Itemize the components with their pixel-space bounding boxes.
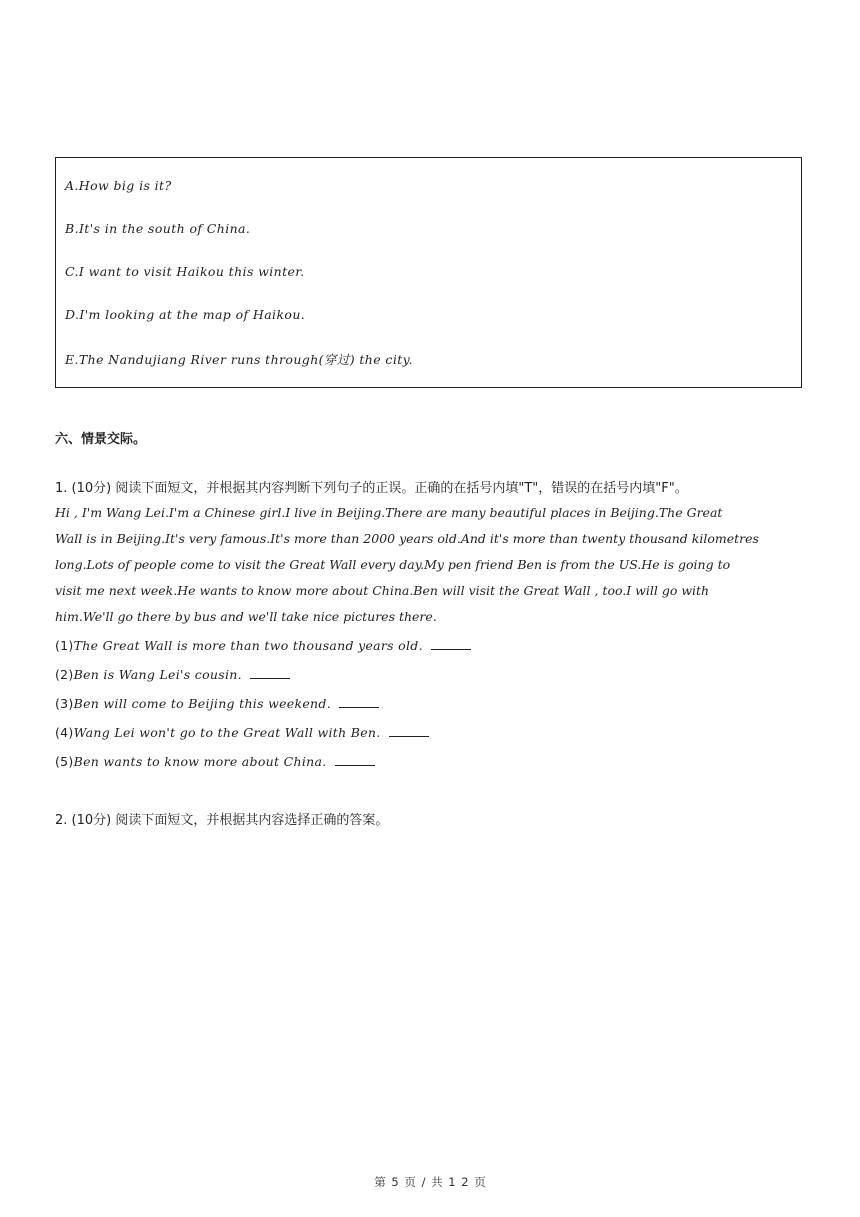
sub-question-number: (3): [55, 696, 74, 711]
question-1-passage: [55, 500, 803, 630]
option-c: C.I want to visit Haikou this winter.: [65, 264, 305, 279]
passage-line: visit me next week.He wants to know more about China.Ben will visit the Great Wall , too.I will go with: [55, 583, 710, 598]
options-box: [55, 157, 802, 388]
sub-question-number: (5): [55, 754, 74, 769]
sub-question-4: [55, 724, 429, 740]
answer-blank[interactable]: [431, 637, 471, 650]
section-title: 六、情景交际。: [55, 432, 147, 447]
sub-question-text: Ben is Wang Lei's cousin.: [73, 667, 242, 682]
option-a: A.How big is it?: [65, 178, 172, 193]
passage-line: him.We'll go there by bus and we'll take nice pictures there.: [55, 609, 437, 624]
passage-line: Wall is in Beijing.It's very famous.It's more than 2000 years old.And it's more than twenty thousand kilometres: [55, 531, 759, 546]
sub-question-text: Wang Lei won't go to the Great Wall with Ben.: [73, 725, 381, 740]
answer-blank[interactable]: [389, 724, 429, 737]
passage-line: Hi , I'm Wang Lei.I'm a Chinese girl.I live in Beijing.There are many beautiful places in Beijing.The Great: [55, 505, 723, 520]
sub-question-2: [55, 666, 290, 682]
option-d: D.I'm looking at the map of Haikou.: [65, 307, 306, 322]
question-1-prompt: 1. (10分) 阅读下面短文，并根据其内容判断下列句子的正误。正确的在括号内填"T"，错误的在括号内填"F"。: [55, 481, 688, 496]
page-footer: 第 5 页 / 共 1 2 页: [374, 1175, 486, 1189]
answer-blank[interactable]: [335, 753, 375, 766]
sub-question-number: (2): [55, 667, 74, 682]
sub-question-number: (4): [55, 725, 74, 740]
sub-question-number: (1): [55, 638, 74, 653]
sub-question-1: [55, 637, 471, 653]
sub-question-text: The Great Wall is more than two thousand years old.: [73, 638, 423, 653]
option-e: E.The Nandujiang River runs through(穿过) the city.: [65, 352, 413, 367]
question-2-prompt: 2. (10分) 阅读下面短文，并根据其内容选择正确的答案。: [55, 813, 389, 828]
option-b: B.It's in the south of China.: [65, 221, 251, 236]
passage-line: long.Lots of people come to visit the Great Wall every day.My pen friend Ben is from the US.He is going to: [55, 557, 731, 572]
sub-question-text: Ben will come to Beijing this weekend.: [73, 696, 331, 711]
sub-question-3: [55, 695, 379, 711]
answer-blank[interactable]: [339, 695, 379, 708]
sub-question-5: [55, 753, 375, 769]
sub-question-text: Ben wants to know more about China.: [73, 754, 327, 769]
answer-blank[interactable]: [250, 666, 290, 679]
